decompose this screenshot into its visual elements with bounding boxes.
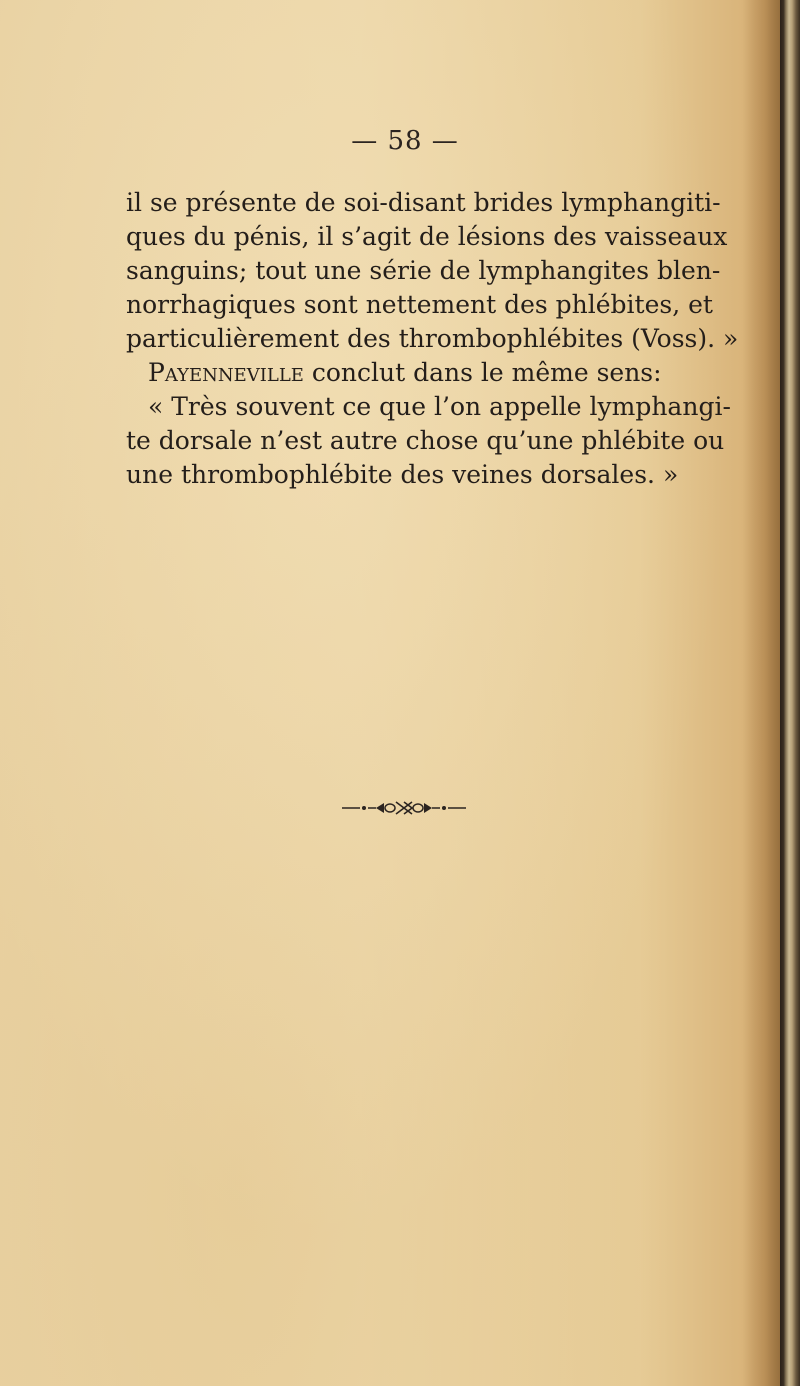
fleuron-divider-icon [340, 798, 468, 818]
page-edge [780, 0, 800, 1386]
binding-shadow [742, 0, 780, 1386]
body-text [126, 186, 739, 492]
text-line: une thrombophlébite des veines dorsales. » [126, 460, 679, 489]
text-line [126, 356, 706, 390]
text-line: ques du pénis, il s’agit de lésions des vaisseaux [126, 222, 728, 251]
author-name: Payenneville [148, 358, 304, 387]
text-line: sanguins; tout une série de lymphangites blen- [126, 256, 721, 285]
text-line: il se présente de soi-disant brides lymphangiti- [126, 188, 721, 217]
text-line: particulièrement des thrombophlébites (Voss). » [126, 324, 739, 353]
text-line: « Très souvent ce que l’on appelle lymphangi- [148, 392, 731, 421]
text-line: norrhagiques sont nettement des phlébites, et [126, 290, 713, 319]
text-line: te dorsale n’est autre chose qu’une phlébite ou [126, 426, 725, 455]
page-number: — 58 — [351, 126, 459, 156]
text-fragment: conclut dans le même sens: [303, 358, 662, 387]
